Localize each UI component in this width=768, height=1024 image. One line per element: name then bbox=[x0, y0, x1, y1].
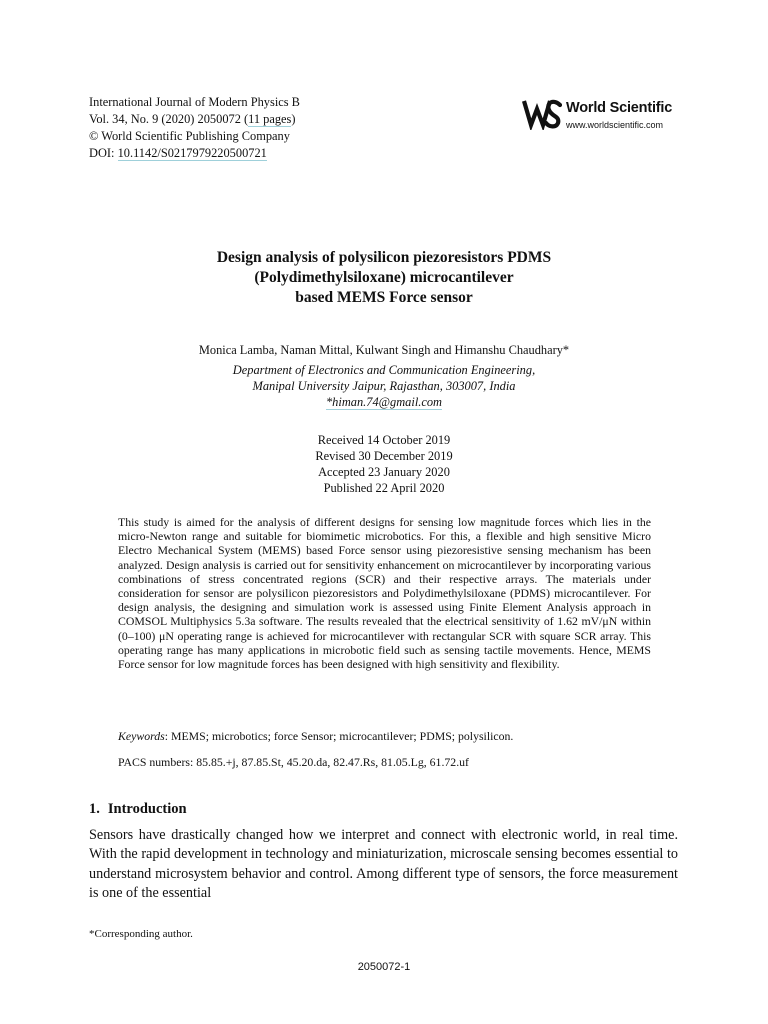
title-line-3: based MEMS Force sensor bbox=[295, 289, 473, 306]
title-line-2: (Polydimethylsiloxane) microcantilever bbox=[254, 269, 514, 286]
doi-label: DOI: bbox=[89, 146, 118, 160]
keywords-text: : MEMS; microbotics; force Sensor; microcantilever; PDMS; polysilicon. bbox=[164, 729, 514, 743]
publication-dates bbox=[90, 432, 678, 496]
intro-paragraph: Sensors have drastically changed how we interpret and connect with electronic world, in real time. With the rapid development in technology and miniaturization, microscale sensing becomes essential to understand microsystem behavior and control. Among different type of sensors, the force measurement is one of the essential bbox=[89, 827, 678, 902]
section-number: 1. bbox=[89, 801, 100, 817]
affiliation-line-1: Department of Electronics and Communication Engineering, bbox=[232, 363, 536, 377]
affiliation-line-2: Manipal University Jaipur, Rajasthan, 303007, India bbox=[252, 379, 516, 393]
published-date: Published 22 April 2020 bbox=[323, 481, 445, 495]
doi-line bbox=[89, 145, 300, 162]
section-title: Introduction bbox=[107, 801, 187, 817]
journal-name: International Journal of Modern Physics B bbox=[89, 95, 300, 109]
volume-line bbox=[89, 111, 300, 128]
keywords bbox=[118, 729, 651, 744]
email-line bbox=[90, 394, 678, 410]
received-date: Received 14 October 2019 bbox=[317, 433, 451, 447]
title-line-1: Design analysis of polysilicon piezoresistors PDMS bbox=[216, 249, 552, 266]
abstract: This study is aimed for the analysis of different designs for sensing low magnitude forces which lies in the micro-Newton range and suitable for biomimetic microbotics. For this, a flexible and high sensitive Micro Electro Mechanical System (MEMS) based Force sensor using piezoresistive sensing mechanism has been analyzed. Design analysis is carried out for sensitivity enhancement on microcantilever by incorporating various combinations of stress concentrated regions (SCR) and their respective arrays. The materials under consideration for sensor are polysilicon piezoresistors and Polydimethylsiloxane (PDMS) microcantilever. For design analysis, the designing and simulation work is assessed using Finite Element Analysis approach in COMSOL Multiphysics 5.3a software. The results revealed that the electrical sensitivity of 1.62 mV/μN within (0–100) μN operating range is achieved for microcantilever with rectangular SCR with square SCR array. This operating range has many applications in microbotic field such as sensing tactile movements. Hence, MEMS Force sensor for low magnitude forces has been designed with high sensitivity and flexibility. bbox=[118, 515, 651, 672]
copyright-line: © World Scientific Publishing Company bbox=[89, 129, 290, 143]
publisher-url: www.worldscientific.com bbox=[566, 120, 664, 130]
pacs-numbers: PACS numbers: 85.85.+j, 87.85.St, 45.20.da, 82.47.Rs, 81.05.Lg, 61.72.uf bbox=[118, 755, 469, 769]
publisher-name: World Scientific bbox=[566, 100, 673, 116]
keywords-label: Keywords bbox=[118, 729, 165, 743]
world-scientific-logo-icon bbox=[522, 96, 562, 130]
page-number: 2050072-1 bbox=[357, 961, 411, 973]
doi-link[interactable]: 10.1142/S0217979220500721 bbox=[117, 146, 267, 160]
publisher-logo[interactable] bbox=[522, 96, 682, 132]
footnote: *Corresponding author. bbox=[89, 928, 193, 940]
pages-link[interactable]: 11 pages bbox=[248, 112, 292, 126]
accepted-date: Accepted 23 January 2020 bbox=[318, 465, 450, 479]
volume-text: Vol. 34, No. 9 (2020) 2050072 ( bbox=[89, 112, 249, 126]
volume-close: ) bbox=[291, 112, 296, 126]
revised-date: Revised 30 December 2019 bbox=[315, 449, 453, 463]
author-list: Monica Lamba, Naman Mittal, Kulwant Singh and Himanshu Chaudhary* bbox=[198, 343, 570, 357]
affiliation bbox=[90, 362, 678, 410]
section-heading bbox=[89, 801, 187, 818]
email-link[interactable]: *himan.74@gmail.com bbox=[325, 395, 443, 409]
paper-title bbox=[90, 248, 678, 308]
journal-info bbox=[89, 94, 300, 162]
